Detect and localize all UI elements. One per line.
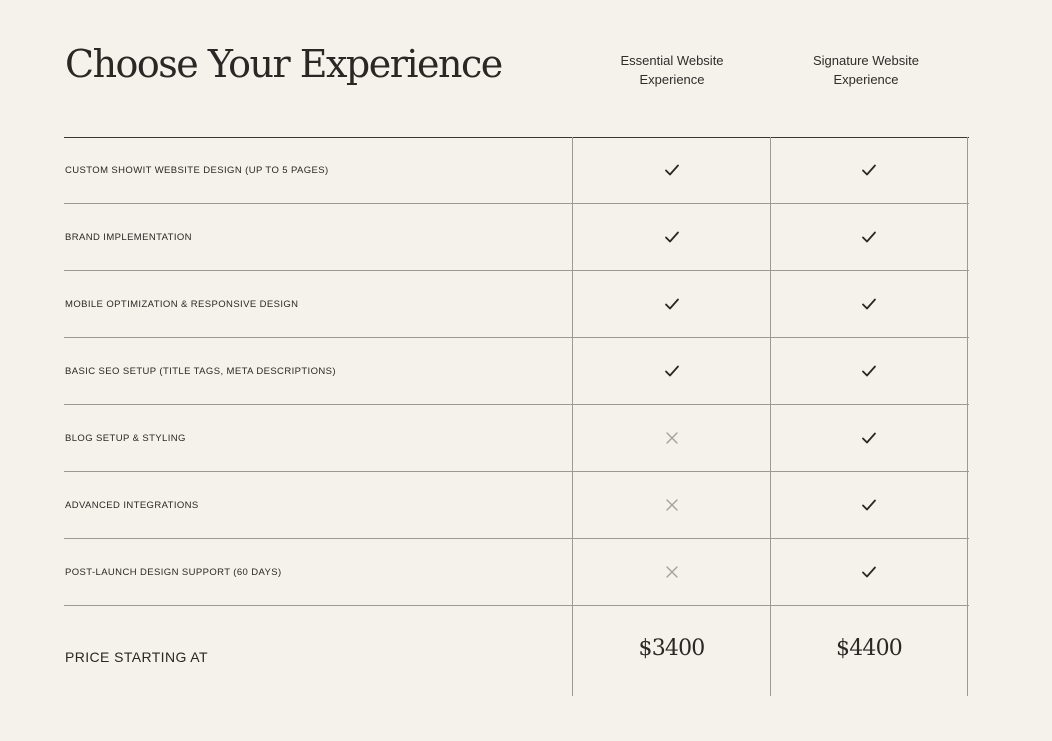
check-icon (861, 498, 877, 512)
signature-cell (770, 271, 968, 337)
column-header-essential (573, 51, 771, 89)
check-icon (861, 565, 877, 579)
essential-cell (572, 472, 770, 538)
check-icon (664, 230, 680, 244)
signature-cell (770, 405, 968, 471)
column-header-essential-line2: Experience (639, 72, 705, 87)
signature-cell (770, 338, 968, 404)
check-icon (664, 364, 680, 378)
x-icon (665, 431, 679, 445)
signature-cell (770, 472, 968, 538)
signature-cell (770, 137, 968, 203)
essential-cell (572, 405, 770, 471)
column-header-essential-line1: Essential Website (620, 53, 724, 68)
signature-price (770, 606, 968, 696)
table-row (64, 271, 969, 338)
price-label: PRICE STARTING AT (65, 649, 208, 665)
essential-cell (572, 271, 770, 337)
table-row (64, 472, 969, 539)
signature-price-value: $4400 (836, 636, 902, 661)
essential-price (572, 606, 770, 696)
check-icon (861, 297, 877, 311)
table-row (64, 405, 969, 472)
essential-price-value: $3400 (638, 636, 705, 661)
table-row (64, 539, 969, 606)
essential-cell (572, 539, 770, 605)
feature-label: CUSTOM SHOWIT WEBSITE DESIGN (UP TO 5 PAGES) (65, 164, 329, 176)
table-row (64, 338, 969, 405)
comparison-table (64, 137, 969, 696)
feature-label: ADVANCED INTEGRATIONS (65, 499, 199, 511)
feature-label: BASIC SEO SETUP (TITLE TAGS, META DESCRIPTIONS) (65, 365, 336, 377)
signature-cell (770, 204, 968, 270)
check-icon (861, 230, 877, 244)
essential-cell (572, 137, 770, 203)
x-icon (665, 565, 679, 579)
feature-label: BRAND IMPLEMENTATION (65, 231, 192, 243)
table-row (64, 137, 969, 204)
x-icon (665, 498, 679, 512)
column-header-signature-line1: Signature Website (813, 53, 919, 68)
price-row (64, 606, 969, 696)
column-header-signature-line2: Experience (833, 72, 899, 87)
feature-label: POST-LAUNCH DESIGN SUPPORT (60 DAYS) (65, 566, 282, 578)
feature-label: MOBILE OPTIMIZATION & RESPONSIVE DESIGN (65, 298, 299, 310)
feature-label: BLOG SETUP & STYLING (65, 432, 186, 444)
column-header-signature (767, 51, 965, 89)
table-row (64, 204, 969, 271)
page-title: Choose Your Experience (65, 42, 502, 86)
check-icon (664, 163, 680, 177)
check-icon (861, 163, 877, 177)
check-icon (861, 431, 877, 445)
signature-cell (770, 539, 968, 605)
check-icon (861, 364, 877, 378)
check-icon (664, 297, 680, 311)
essential-cell (572, 204, 770, 270)
essential-cell (572, 338, 770, 404)
